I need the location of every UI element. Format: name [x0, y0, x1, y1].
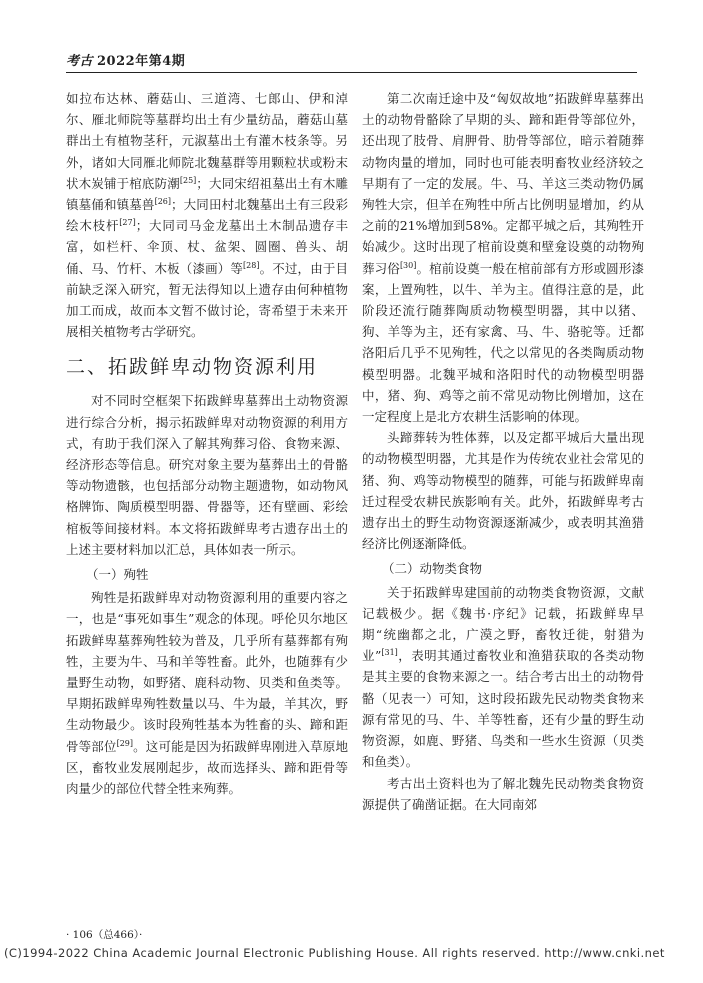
citation[interactable]: [27] — [119, 218, 136, 228]
copyright-line: (C)1994-2022 China Academic Journal Electronic Publishing House. All rights reserved. http://www.cnki.net — [4, 946, 665, 960]
paragraph-plant-remains: 如拉布达林、蘑菇山、三道湾、七郎山、伊和淖尔、雁北师院等墓群均出土有少量纺品，蘑菇山墓群出土有植物茎秆，元淑墓出土有灌木枝条等。另外，诸如大同雁北师院北魏墓群等用颗粒状或粉末状木炭铺于棺底防潮[25]；大同宋绍祖墓出土有木雕镇墓俑和镇墓兽[26]；大同田村北魏墓出土有三段彩绘木枝杆[27]；大同司马金龙墓出土木制品遗存丰富，如栏杆、伞顶、杖、盆架、圆圈、兽头、胡俑、马、竹杆、木板（漆画）等[28]。不过，由于目前缺乏深入研究，暂无法得知以上遗存由何种植物加工而成，故而本文暂不做讨论，寄希望于未来开展相关植物考古学研究。 — [66, 91, 348, 340]
header-rule — [66, 72, 637, 73]
citation[interactable]: [29] — [116, 738, 134, 748]
citation[interactable]: [25] — [179, 175, 197, 185]
right-column — [362, 88, 644, 815]
citation[interactable]: [26] — [154, 196, 171, 206]
citation[interactable]: [28] — [243, 260, 260, 270]
left-column — [66, 88, 348, 799]
paragraph-migration: 第二次南迁途中及“匈奴故地”拓跋鲜卑墓葬出土的动物骨骼除了早期的头、蹄和距骨等部位外，还出现了肢骨、肩胛骨、肋骨等部位，暗示着随葬动物肉量的增加，同时也可能表明畜牧业经济较之早期有了一定的发展。牛、马、羊这三类动物仍属殉牲大宗，但羊在殉牲中所占比例明显增加，约从之前的21%增加到58%。定都平城之后，其殉牲开始减少。这时出现了棺前设奠和壁龛设奠的动物殉葬习俗[30]。棺前设奠一般在棺前部有方形或圆形漆案，上置殉牲，以牛、羊为主。值得注意的是，此阶段还流行随葬陶质动物模型明器，其中以猪、狗、羊等为主，还有家禽、马、牛、骆驼等。迁都洛阳后几乎不见殉牲，代之以常见的各类陶质动物模型明器。北魏平城和洛阳时代的动物模型明器中，猪、狗、鸡等之前不常见动物比例增加，这在一定程度上是北方农耕生活影响的体现。 — [362, 91, 644, 425]
subsection-title-food: （二）动物类食物 — [382, 561, 483, 577]
citation[interactable]: [31] — [381, 648, 398, 658]
journal-logo: 考古 — [66, 54, 94, 69]
citation[interactable]: [30] — [399, 260, 417, 270]
paragraph-sacrifice: 殉牲是拓跋鲜卑对动物资源利用的重要内容之一，也是“事死如事生”观念的体现。呼伦贝尔地区拓跋鲜卑墓葬殉牲较为普及，几乎所有墓葬都有殉牲，主要为牛、马和羊等牲畜。此外，也随葬有少量野生动物，如野猪、鹿科动物、贝类和鱼类等。早期拓跋鲜卑殉牲数量以马、牛为最，羊其次，野生动物最少。该时段殉牲基本为牲畜的头、蹄和距骨等部位[29]。这可能是因为拓跋鲜卑刚进入草原地区，畜牧业发展刚起步，故而选择头、蹄和距骨等肉量少的部位代替全牲来殉葬。 — [66, 590, 348, 797]
paragraph-archaeology: 考古出土资料也为了解北魏先民动物类食物资源提供了确凿证据。在大同南郊 — [362, 775, 644, 812]
paragraph-food: 关于拓跋鲜卑建国前的动物类食物资源，文献记载极少。据《魏书·序纪》记载，拓跋鲜卑早期“统幽都之北，广漠之野，畜牧迁徙，射猎为业”[31]，表明其通过畜牧业和渔猎获取的各类动物是其主要的食物来源之一。结合考古出土的动物骨骼（见表一）可知，这时段拓跋先民动物类食物来源有常见的马、牛、羊等牲畜，还有少量的野生动物资源，如鹿、野猪、鸟类和一些水生资源（贝类和鱼类）。 — [362, 584, 644, 770]
section-title: 二、拓跋鲜卑动物资源利用 — [66, 356, 319, 379]
journal-header — [66, 50, 185, 69]
paragraph-intro: 对不同时空框架下拓跋鲜卑墓葬出土动物资源进行综合分析，揭示拓跋鲜卑对动物资源的利用方式，有助于我们深入了解其殉葬习俗、食物来源、经济形态等信息。研究对象主要为墓葬出土的骨骼等动物遗骸，也包括部分动物主题遗物，如动物风格牌饰、陶质模型明器、骨器等，还有壁画、彩绘棺板等间接材料。本文将拓跋鲜卑考古遗存出土的上述主要材料加以汇总，具体如表一所示。 — [66, 393, 348, 557]
paragraph-burial-change: 头蹄葬转为牲体葬，以及定都平城后大量出现的动物模型明器，尤其是作为传统农业社会常见的猪、狗、鸡等动物模型的随葬，可能与拓跋鲜卑南迁过程受农耕民族影响有关。此外，拓跋鲜卑考古遗存出土的野生动物资源逐渐减少，或表明其渔猎经济比例逐渐降低。 — [362, 430, 644, 552]
issue-label: 2022年第4期 — [97, 54, 186, 69]
page-number: · 106（总466）· — [66, 929, 143, 941]
subsection-title-sacrifice: （一）殉牲 — [86, 567, 149, 583]
